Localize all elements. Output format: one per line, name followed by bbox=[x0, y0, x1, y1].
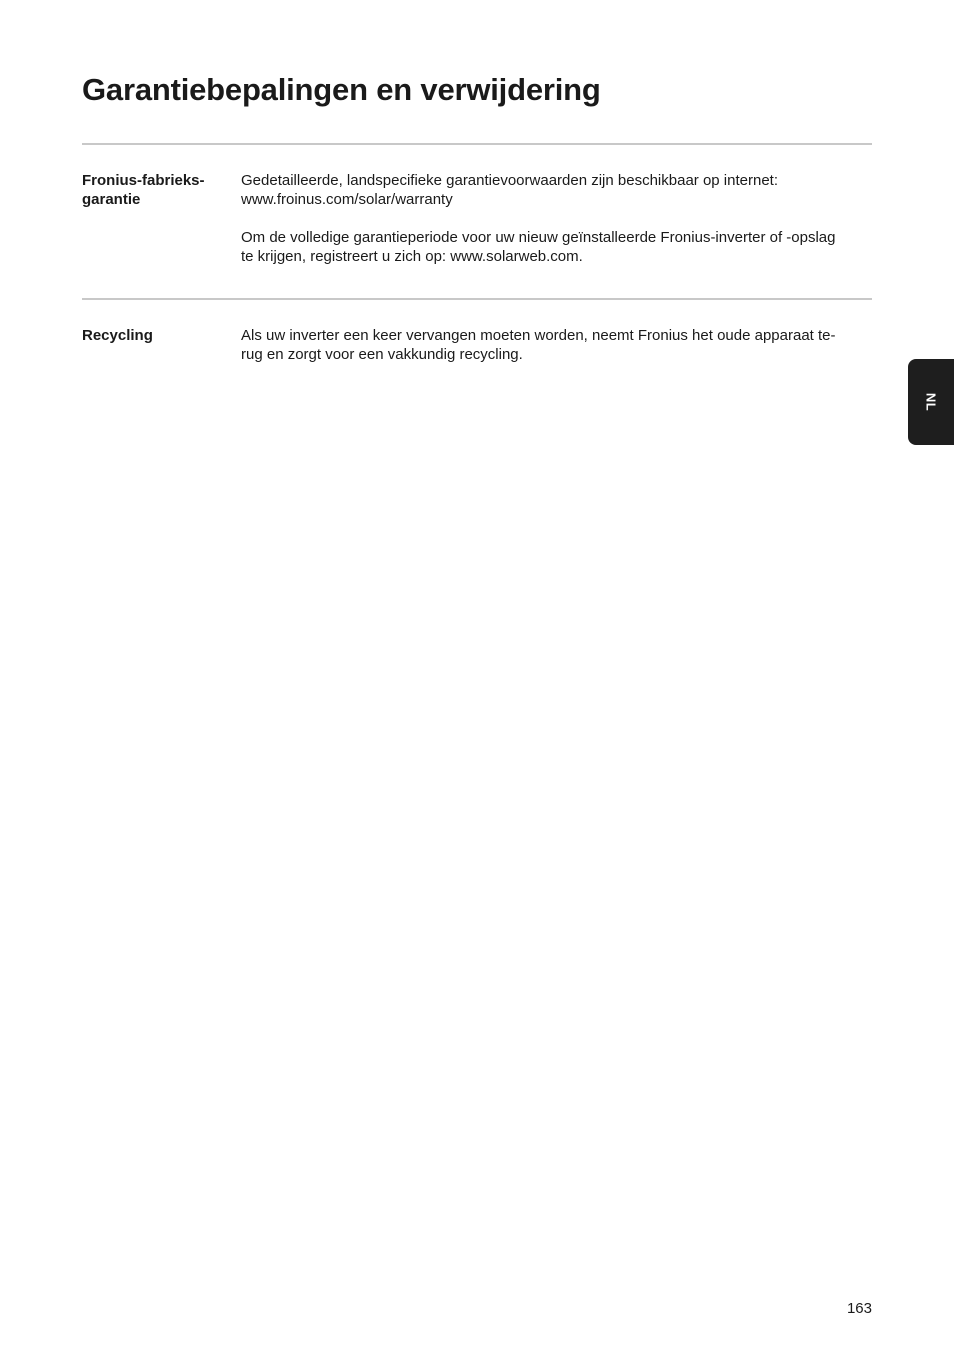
section-divider bbox=[82, 143, 872, 145]
section-divider bbox=[82, 298, 872, 300]
paragraph-registration bbox=[241, 228, 875, 266]
paragraph-warranty-conditions bbox=[241, 171, 875, 209]
section-label-line: Recycling bbox=[82, 327, 153, 344]
text-line: Als uw inverter een keer vervangen moeten worden, neemt Fronius het oude apparaat te- bbox=[241, 327, 836, 344]
section-label-line: Fronius-fabrieks- bbox=[82, 172, 205, 189]
section-body-factory-warranty bbox=[241, 171, 875, 285]
section-label-recycling bbox=[82, 326, 232, 345]
page-title: Garantiebepalingen en verwijdering bbox=[82, 72, 601, 107]
text-line: Om de volledige garantieperiode voor uw nieuw geïnstalleerde Fronius-inverter of -opslag bbox=[241, 229, 836, 246]
section-label-line: garantie bbox=[82, 191, 141, 208]
language-tab-label: NL bbox=[923, 392, 939, 412]
section-label-factory-warranty bbox=[82, 171, 232, 209]
paragraph-recycling bbox=[241, 326, 875, 364]
text-line: rug en zorgt voor een vakkundig recycling. bbox=[241, 346, 523, 363]
page-number: 163 bbox=[846, 1300, 872, 1317]
language-tab bbox=[908, 359, 954, 445]
warranty-url: www.froinus.com/solar/warranty bbox=[241, 191, 453, 208]
text-line: te krijgen, registreert u zich op: www.solarweb.com. bbox=[241, 248, 583, 265]
text-line: Gedetailleerde, landspecifieke garantievoorwaarden zijn beschikbaar op internet: bbox=[241, 172, 778, 189]
section-body-recycling bbox=[241, 326, 875, 383]
